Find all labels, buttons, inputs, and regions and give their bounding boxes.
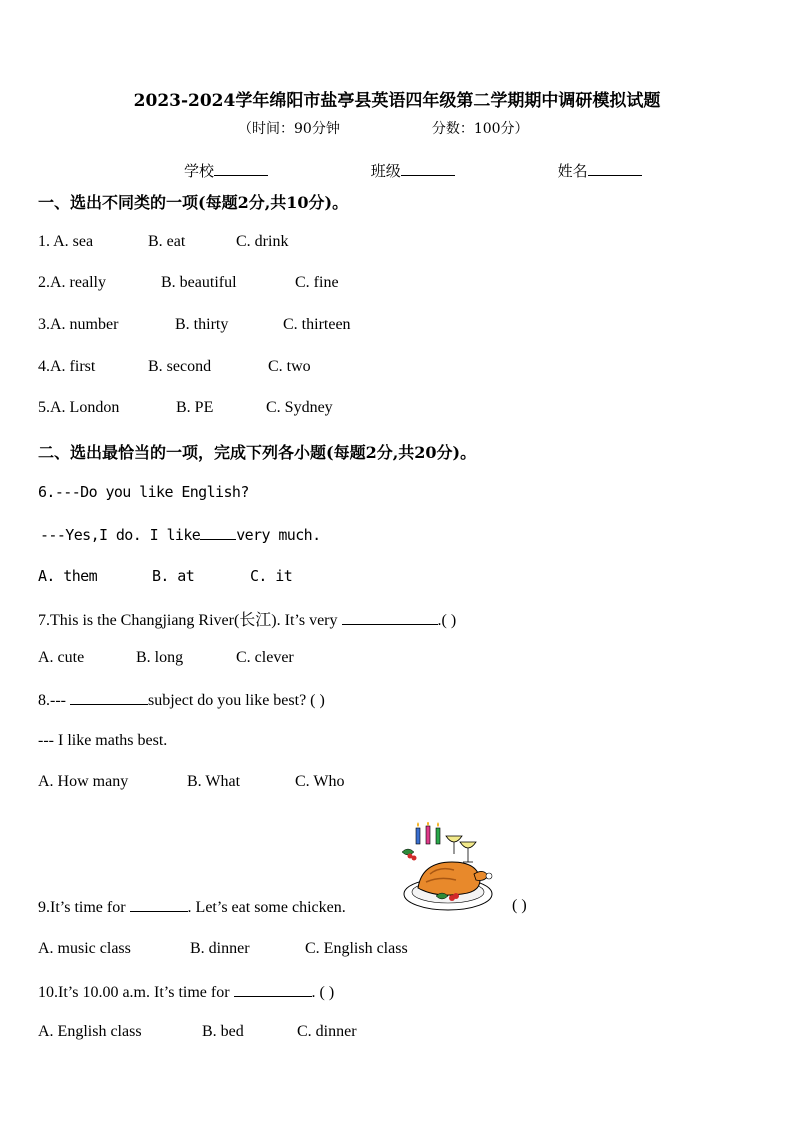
roast-chicken-dinner-icon xyxy=(396,822,494,914)
question-5: 5.A. London B. PE C. Sydney xyxy=(38,399,333,416)
question-8-answer: --- I like maths best. xyxy=(38,732,168,749)
section2-heading: 二、选出最恰当的一项，完成下列各小题(每题2分,共20分)。 xyxy=(38,443,477,462)
q9-blank[interactable] xyxy=(130,897,188,912)
student-info xyxy=(184,160,642,181)
q7-blank[interactable] xyxy=(342,610,438,625)
exam-title: 2023-2024学年绵阳市盐亭县英语四年级第二学期期中调研模拟试题 xyxy=(133,91,661,111)
question-7-stem: 7.This is the Changjiang River(长江). It’s very .( ) xyxy=(38,612,457,629)
class-blank[interactable] xyxy=(401,161,455,176)
exam-score: 分数：100分） xyxy=(431,121,529,137)
question-10-stem: 10.It’s 10.00 a.m. It’s time for . ( ) xyxy=(38,984,335,1001)
question-6-answer: ---Yes,I do. I like very much. xyxy=(40,526,321,544)
question-8-options: A. How many B. What C. Who xyxy=(38,773,345,790)
question-6-stem: 6.---Do you like English? xyxy=(38,483,249,501)
question-1: 1. A. sea B. eat C. drink xyxy=(38,233,289,250)
question-8-stem: 8.--- subject do you like best? ( ) xyxy=(38,692,325,709)
question-2: 2.A. really B. beautiful C. fine xyxy=(38,274,339,291)
question-10-options: A. English class B. bed C. dinner xyxy=(38,1023,357,1040)
question-9-answer-paren[interactable]: ( ) xyxy=(512,897,527,914)
question-9-stem: 9.It’s time for . Let’s eat some chicken. xyxy=(38,899,346,916)
q6-blank[interactable] xyxy=(200,525,236,540)
question-4: 4.A. first B. second C. two xyxy=(38,358,311,375)
school-field: 学校 xyxy=(184,160,268,181)
q8-blank[interactable] xyxy=(70,690,148,705)
question-6-options: A. them B. at C. it xyxy=(38,567,293,585)
q10-blank[interactable] xyxy=(234,982,312,997)
exam-meta xyxy=(238,118,529,138)
question-3: 3.A. number B. thirty C. thirteen xyxy=(38,316,351,333)
name-blank[interactable] xyxy=(588,161,642,176)
school-blank[interactable] xyxy=(214,161,268,176)
name-field: 姓名 xyxy=(558,160,642,181)
section1-heading: 一、选出不同类的一项(每题2分,共10分)。 xyxy=(38,193,349,212)
class-field: 班级 xyxy=(371,160,455,181)
question-7-options: A. cute B. long C. clever xyxy=(38,649,294,666)
exam-time: （时间：90分钟 xyxy=(238,121,340,137)
question-9-options: A. music class B. dinner C. English class xyxy=(38,940,408,957)
